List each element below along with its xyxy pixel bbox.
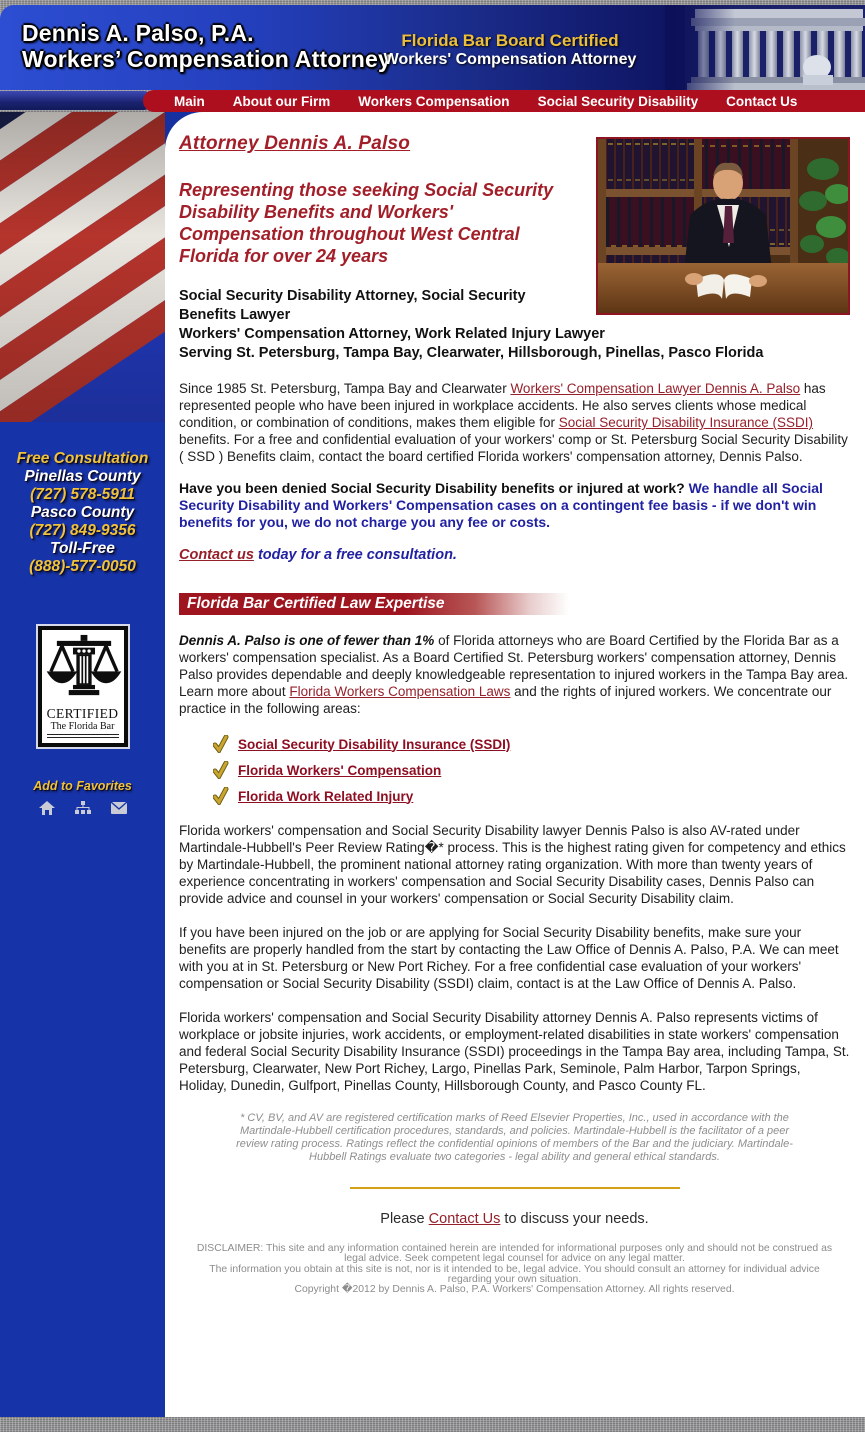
add-to-favorites-label: Add to Favorites: [33, 779, 132, 793]
site-frame: [0, 5, 865, 1417]
certified-label: CERTIFIED: [46, 706, 119, 721]
american-flag-image: [0, 112, 165, 422]
link-ssdi[interactable]: Social Security Disability Insurance (SSDI): [558, 415, 814, 430]
main-nav: [0, 90, 865, 112]
link-fl-work-injury-area[interactable]: Florida Work Related Injury: [238, 788, 414, 804]
main-content: [165, 112, 865, 1417]
checkmark-icon: [213, 735, 229, 753]
nav-item-workers-compensation[interactable]: Workers Compensation: [358, 93, 510, 109]
nav-item-contact-us[interactable]: Contact Us: [726, 93, 798, 109]
sidebar: [0, 112, 165, 1417]
footer-disclaimer-2: The information you obtain at this site is not, nor is it intended to be, legal advice. You should consult an attorney for individual advice regarding your own situation.: [209, 1263, 820, 1285]
header: [0, 5, 865, 90]
banner-text: Florida Bar Certified Law Expertise: [187, 595, 445, 612]
link-ssdi-area[interactable]: Social Security Disability Insurance (SSDI): [238, 736, 511, 752]
contact-us-line: [179, 547, 850, 563]
paragraph-denied-benefits: [179, 480, 850, 531]
footer-disclaimer-1: DISCLAIMER: This site and any information contained herein are intended for informational purposes only and should not be construed as legal advice. Seek competent legal counsel for advice on any legal matter.: [196, 1243, 833, 1265]
text-segment: Please: [380, 1211, 429, 1227]
gold-divider: [350, 1187, 680, 1189]
subtitle-line1: Social Security Disability Attorney, Social Security Benefits Lawyer: [179, 288, 526, 323]
text-segment: benefits. For a free and confidential evaluation of your workers' comp or St. Petersburg Social Security Disability ( SSD ) Benefits claim, contact the board certified Florida workers' compensation attorney, Dennis Palso.: [179, 432, 848, 464]
text-segment: of Florida attorneys who are Board Certified by the Florida Bar as a workers' compensation specialist. As a Board Certified St. Petersburg workers' compensation attorney, Dennis Palso provides dependable and deeply knowledgeable representation to injured workers in the Tampa Bay area. Learn more about: [179, 633, 849, 699]
list-item: [213, 787, 850, 805]
county-label: Pasco County: [30, 504, 135, 521]
lead-text: Dennis A. Palso is one of fewer than 1%: [179, 633, 435, 648]
link-wc-lawyer-dennis-palso[interactable]: Workers' Compensation Lawyer Dennis A. Palso: [510, 381, 801, 396]
email-icon[interactable]: [111, 801, 127, 815]
text-segment: has represented people who have been injured in workplace accidents. He also serves clients whose medical condition, or combination of conditions, makes them eligible for: [179, 381, 826, 430]
header-tagline: [330, 31, 690, 69]
nav-item-about-our-firm[interactable]: About our Firm: [232, 93, 331, 109]
courthouse-image: [665, 5, 865, 90]
attorney-photo: [596, 137, 850, 315]
nav-bar: [143, 90, 865, 112]
page-title: Attorney Dennis A. Palso: [179, 133, 411, 154]
footer-contact-us-link[interactable]: Contact Us: [428, 1211, 501, 1227]
logo-rule: [47, 737, 119, 738]
phone-number: (727) 578-5911: [30, 486, 135, 503]
intro-statement: Representing those seeking Social Security Disability Benefits and Workers' Compensation throughout West Central Florida for over 24 years: [179, 180, 554, 266]
body-row: [0, 112, 865, 1417]
consultation-text: today for a free consultation.: [253, 547, 457, 563]
home-icon[interactable]: [39, 801, 55, 815]
nav-left-decoration: [0, 91, 152, 110]
link-fl-workers-comp-area[interactable]: Florida Workers' Compensation: [238, 762, 442, 778]
text-segment: Since 1985 St. Petersburg, Tampa Bay and Clearwater: [179, 381, 511, 396]
paragraph-since-1985: [179, 380, 850, 465]
text-segment: to discuss your needs.: [500, 1211, 649, 1227]
scales-of-justice-icon: [45, 634, 123, 702]
practice-areas-list: [213, 735, 850, 805]
sitemap-icon[interactable]: [75, 801, 91, 815]
paragraph-injured-on-job: If you have been injured on the job or are applying for Social Security Disability benefits, make sure your benefits are properly handled from the start by contacting the Law Office of Dennis A. Palso, P.A. We can meet with you at in St. Petersburg or New Port Richey. For a free confidential case evaluation of your workers' compensation or Social Security Disability (SSDI) claim, contact is at the Law Office of Dennis A. Palso.: [179, 925, 839, 991]
checkmark-icon: [213, 787, 229, 805]
free-consultation-block: [0, 450, 165, 576]
tagline-line1: Florida Bar Board Certified: [401, 31, 619, 50]
list-item: [213, 761, 850, 779]
text-segment: and the rights of injured workers. We concentrate our practice in the following areas:: [179, 684, 832, 716]
logo-line1: Dennis A. Palso, P.A.: [22, 20, 254, 46]
logo-rule: [47, 734, 119, 735]
favorites-icon-row: [0, 801, 165, 815]
florida-bar-label: The Florida Bar: [50, 721, 115, 732]
footer-copyright: Copyright �2012 by Dennis A. Palso, P.A. Workers' Compensation Attorney. All rights reserved.: [294, 1284, 735, 1296]
nav-item-main[interactable]: Main: [174, 93, 205, 109]
section-banner-law-expertise: [179, 593, 569, 615]
certification-marks-fine-print: * CV, BV, and AV are registered certification marks of Reed Elsevier Properties, Inc., used in accordance with the Martindale-Hubbell certification procedures, standards, and policies. Martindale-Hubbell is the facilitator of a peer review rating process. Ratings reflect the confidential opinions of members of the Bar and the judiciary. Martindale-Hubbell Ratings evaluate two categories - legal ability and general ethical standards.: [236, 1112, 793, 1163]
logo-line2: Workers’ Compensation Attorney: [22, 46, 391, 72]
paragraph-service-areas: Florida workers' compensation and Social Security Disability attorney Dennis A. Palso represents victims of workplace or jobsite injuries, work accidents, or employment-related disabilities in state workers' compensation and federal Social Security Disability Insurance (SSDI) proceedings in the Tampa Bay area, including Tampa, St. Petersburg, Clearwater, New Port Richey, Largo, Pinellas Park, Seminole, Palm Harbor, Tarpon Springs, Holiday, Dunedin, Gulfport, Pinellas County, Hillsborough County, and Pasco County FL.: [179, 1010, 850, 1093]
contingent-fee-text: We handle all Social Security Disability and Workers' Compensation cases on a contingent fee basis - if we don't win benefits for you, we do not charge you any fee or costs.: [179, 480, 823, 530]
paragraph-board-certified: [179, 632, 850, 717]
phone-number: (888)-577-0050: [29, 558, 136, 575]
contact-us-link[interactable]: Contact us: [179, 547, 254, 563]
free-consultation-title: Free Consultation: [16, 450, 149, 467]
florida-bar-certified-logo: [38, 626, 128, 747]
phone-number: (727) 849-9356: [29, 522, 136, 539]
paragraph-av-rated: Florida workers' compensation and Social Security Disability lawyer Dennis Palso is also AV-rated under Martindale-Hubbell's Peer Review Rating�* process. This is the highest rating given for competency and ethics by Martindale-Hubbell, the prominent national attorney rating organization. With more than twenty years of experience concentrating in workers' compensation and Social Security Disability cases, Dennis Palso can provide advice and counsel in your workers' compensation or Social Security Disability claim.: [179, 823, 846, 906]
question-text: Have you been denied Social Security Disability benefits or injured at work?: [179, 480, 685, 496]
toll-free-label: Toll-Free: [50, 540, 115, 557]
link-fl-wc-laws[interactable]: Florida Workers Compensation Laws: [289, 684, 511, 699]
tagline-line2: Workers' Compensation Attorney: [383, 51, 637, 68]
subtitle-line3: Serving St. Petersburg, Tampa Bay, Clearwater, Hillsborough, Pinellas, Pasco Florida: [179, 345, 764, 361]
checkmark-icon: [213, 761, 229, 779]
list-item: [213, 735, 850, 753]
county-label: Pinellas County: [24, 468, 141, 485]
please-contact-line: [179, 1211, 850, 1227]
subtitle-line2: Workers' Compensation Attorney, Work Related Injury Lawyer: [179, 326, 605, 342]
nav-item-social-security-disability[interactable]: Social Security Disability: [537, 93, 699, 109]
